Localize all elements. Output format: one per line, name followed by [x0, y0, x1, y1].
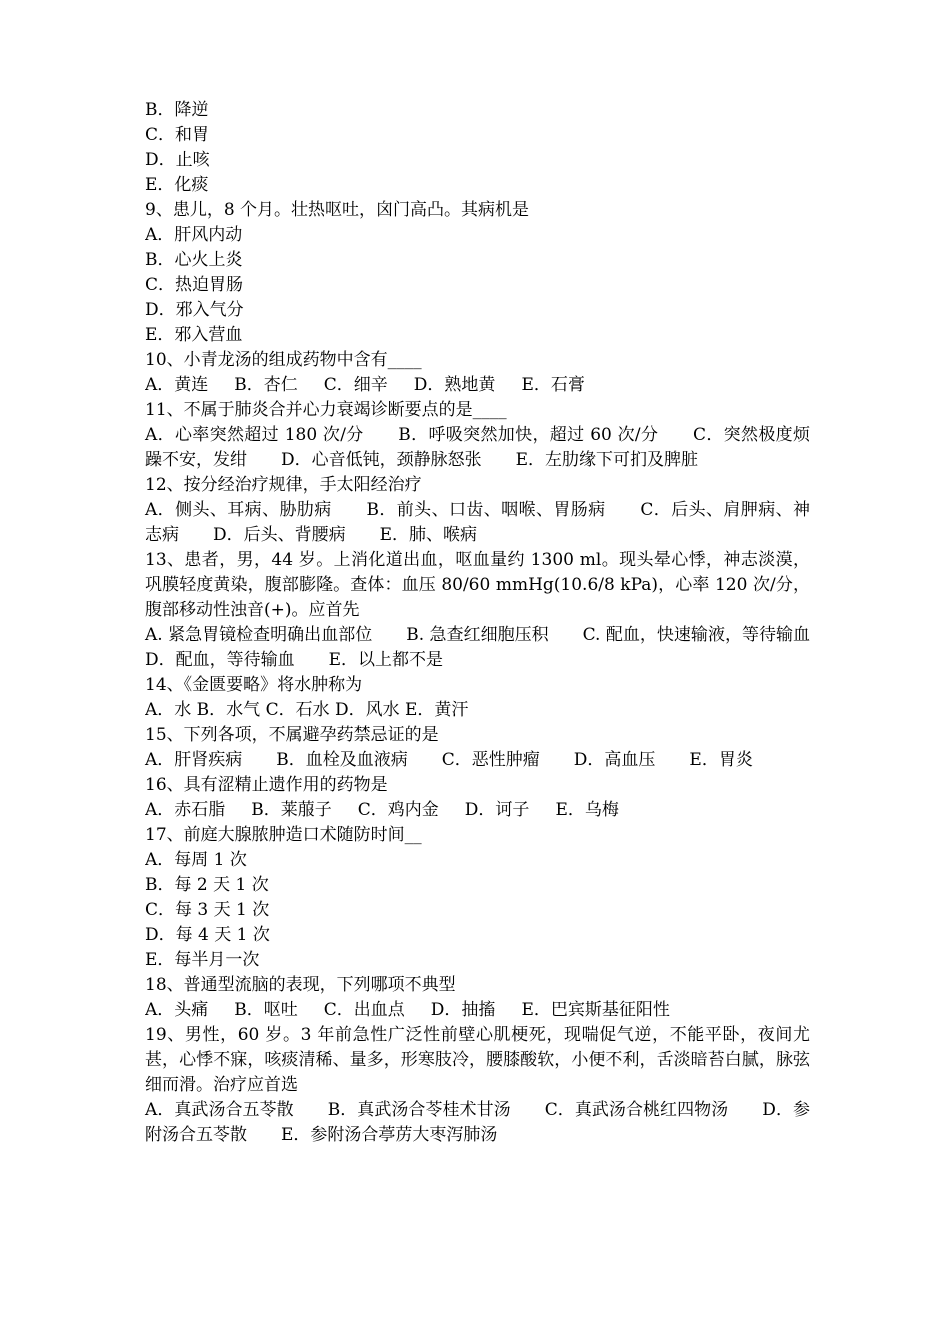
text-line: D．止咳: [145, 150, 210, 170]
text-paragraph: A．真武汤合五苓散 B．真武汤合苓桂术甘汤 C．真武汤合桃红四物汤 D．参附汤合五苓散 E．参附汤合葶苈大枣泻肺汤: [145, 1100, 810, 1145]
answer-option: D．熟地黄: [413, 375, 496, 395]
text-line: A．水 B．水气 C．石水 D．风水 E．黄汗: [145, 700, 469, 720]
answer-option: B．呕吐: [234, 1000, 298, 1020]
text-line: 16、具有涩精止遗作用的药物是: [145, 775, 388, 795]
text-line: 17、前庭大腺脓肿造口术随防时间__: [145, 825, 422, 845]
answer-option: B．莱菔子: [251, 800, 332, 820]
document-page: [145, 98, 844, 1148]
text-line: E．每半月一次: [145, 950, 260, 970]
answer-option: E．石膏: [521, 375, 585, 395]
text-line: 11、不属于肺炎合并心力衰竭诊断要点的是____: [145, 400, 507, 420]
answer-option: C．出血点: [323, 1000, 405, 1020]
text-line: B．心火上炎: [145, 250, 243, 270]
text-line: B．每 2 天 1 次: [145, 875, 269, 895]
answer-option: E．巴宾斯基征阳性: [521, 1000, 670, 1020]
answer-option: E．乌梅: [555, 800, 619, 820]
answer-option: C．鸡内金: [357, 800, 439, 820]
text-line: E．化痰: [145, 175, 209, 195]
text-line: C．和胃: [145, 125, 210, 145]
text-paragraph: 19、男性，60 岁。3 年前急性广泛性前壁心肌梗死，现喘促气逆，不能平卧，夜间尤甚，心悸不寐，咳痰清稀、量多，形寒肢冷，腰膝酸软，小便不利，舌淡暗苔白腻，脉弦细而滑。治疗应首选: [145, 1025, 810, 1095]
text-line: B．降逆: [145, 100, 209, 120]
text-line: A．每周 1 次: [145, 850, 247, 870]
text-line: A．肝风内动: [145, 225, 243, 245]
options-row: [145, 798, 810, 823]
options-row: [145, 998, 810, 1023]
text-line: D．每 4 天 1 次: [145, 925, 270, 945]
text-paragraph: A．肝肾疾病 B．血栓及血液病 C．恶性肿瘤 D．高血压 E．胃炎: [145, 750, 753, 770]
answer-option: A．赤石脂: [145, 800, 226, 820]
text-line: E．邪入营血: [145, 325, 243, 345]
text-paragraph: 13、患者，男，44 岁。上消化道出血，呕血量约 1300 ml。现头晕心悸，神志淡漠，巩膜轻度黄染，腹部膨隆。查体：血压 80/60 mmHg(10.6/8 kPa)，心率 120 次/分，腹部移动性浊音(+)。应首先: [145, 550, 810, 620]
answer-option: A．黄连: [145, 375, 209, 395]
text-line: C．热迫胃肠: [145, 275, 244, 295]
text-line: 18、普通型流脑的表现，下列哪项不典型: [145, 975, 456, 995]
text-line: 10、小青龙汤的组成药物中含有____: [145, 350, 422, 370]
answer-option: B．杏仁: [234, 375, 298, 395]
text-line: 9、患儿，8 个月。壮热呕吐，囟门高凸。其病机是: [145, 200, 530, 220]
text-line: 12、按分经治疗规律，手太阳经治疗: [145, 475, 422, 495]
answer-option: C．细辛: [323, 375, 388, 395]
text-paragraph: A．侧头、耳病、胁肋病 B．前头、口齿、咽喉、胃肠病 C．后头、肩胛病、神志病 D．后头、背腰病 E．肺、喉病: [145, 500, 810, 545]
text-line: C．每 3 天 1 次: [145, 900, 270, 920]
text-paragraph: A．心率突然超过 180 次/分 B．呼吸突然加快，超过 60 次/分 C．突然极度烦躁不安，发绀 D．心音低钝，颈静脉怒张 E．左肋缘下可扪及脾脏: [145, 425, 810, 470]
answer-option: A．头痛: [145, 1000, 209, 1020]
text-line: 15、下列各项，不属避孕药禁忌证的是: [145, 725, 439, 745]
text-line: 14、《金匮要略》将水肿称为: [145, 675, 363, 695]
answer-option: D．抽搐: [430, 1000, 496, 1020]
answer-option: D．诃子: [464, 800, 530, 820]
text-paragraph: A. 紧急胃镜检查明确出血部位 B. 急查红细胞压积 C. 配血，快速输液，等待输血 D．配血，等待输血 E．以上都不是: [145, 625, 844, 670]
text-line: D．邪入气分: [145, 300, 244, 320]
options-row: [145, 373, 810, 398]
